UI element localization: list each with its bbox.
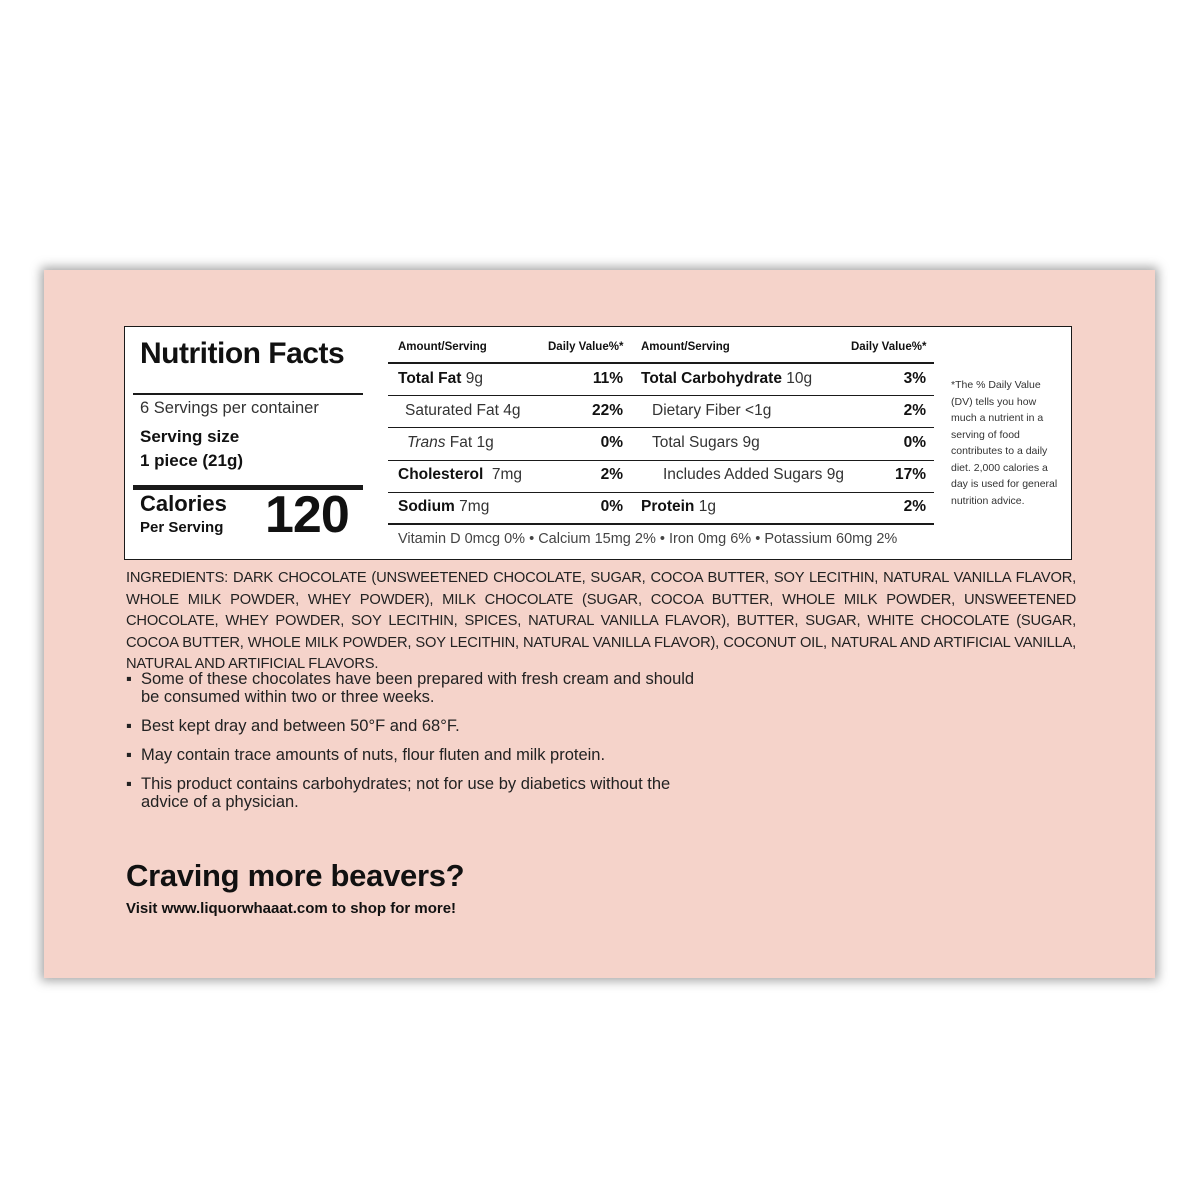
- table-divider: [388, 362, 934, 364]
- dv-added-sugars: 17%: [894, 466, 926, 483]
- dv-total-carbohydrate: 3%: [903, 370, 926, 387]
- calories-value: 120: [265, 486, 349, 544]
- nutrient-cholesterol: Cholesterol 7mg: [398, 466, 523, 483]
- notes-list: [126, 670, 706, 822]
- nutrient-sodium: Sodium 7mg: [398, 498, 490, 515]
- daily-value-footnote: *The % Daily Value (DV) tells you how much a nutrient in a serving of food contributes to a daily diet. 2,000 calories a day is used for general nutrition advice.: [951, 379, 1058, 507]
- table-divider: [388, 427, 934, 428]
- bullet-icon: ▪: [126, 717, 132, 735]
- nutrient-saturated-fat: Saturated Fat 4g: [405, 402, 521, 419]
- vitamins-minerals: Vitamin D 0mcg 0% • Calcium 15mg 2% • Iron 0mg 6% • Potassium 60mg 2%: [398, 531, 898, 547]
- serving-size-value: 1 piece (21g): [140, 451, 243, 470]
- bullet-icon: ▪: [126, 775, 132, 793]
- dv-protein: 2%: [903, 498, 926, 515]
- table-divider: [388, 492, 934, 493]
- dv-total-sugars: 0%: [903, 434, 926, 451]
- servings-per-container: 6 Servings per container: [140, 399, 319, 417]
- calories-label: Calories: [140, 491, 227, 516]
- nutrition-facts-title: Nutrition Facts: [140, 337, 345, 370]
- dv-sodium: 0%: [600, 498, 623, 515]
- serving-size-label: Serving size: [140, 427, 240, 446]
- dv-dietary-fiber: 2%: [903, 402, 926, 419]
- bullet-icon: ▪: [126, 670, 132, 688]
- nutrient-total-fat: Total Fat 9g: [398, 370, 483, 387]
- bullet-icon: ▪: [126, 746, 132, 764]
- label-card: [44, 270, 1155, 978]
- amount-serving-header-2: Amount/Serving: [641, 341, 730, 353]
- daily-value-header-2: Daily Value%*: [851, 341, 927, 353]
- cta-subline[interactable]: Visit www.liquorwhaaat.com to shop for more!: [126, 900, 457, 917]
- nutrient-dietary-fiber: Dietary Fiber <1g: [652, 402, 772, 419]
- calories-per-serving-label: Per Serving: [140, 519, 224, 536]
- dv-trans-fat: 0%: [600, 434, 623, 451]
- table-divider: [388, 395, 934, 396]
- list-item: ▪ Some of these chocolates have been prepared with fresh cream and should be consumed within two or three weeks.: [126, 670, 695, 706]
- dv-total-fat: 11%: [592, 370, 623, 387]
- nutrition-facts-panel: [124, 326, 1072, 560]
- table-divider: [388, 460, 934, 461]
- serving-size: [140, 425, 243, 473]
- dv-cholesterol: 2%: [600, 466, 623, 483]
- table-divider: [388, 523, 934, 525]
- nutrient-total-sugars: Total Sugars 9g: [652, 434, 760, 451]
- list-item: ▪ This product contains carbohydrates; not for use by diabetics without the advice of a physician.: [126, 775, 671, 811]
- nutrient-protein: Protein 1g: [641, 498, 716, 515]
- ingredients-list: INGREDIENTS: DARK CHOCOLATE (UNSWEETENED CHOCOLATE, SUGAR, COCOA BUTTER, SOY LECITHIN, NATURAL VANILLA FLAVOR, WHOLE MILK POWDER, WHEY POWDER), MILK CHOCOLATE (SUGAR, COCOA BUTTER, WHOLE MILK POWDER, UNSWEETENED CHOCOLATE, WHEY POWDER, SOY LECITHIN, SPICES, NATURAL VANILLA FLAVOR), BUTTER, SUGAR, WHITE CHOCOLATE (SUGAR, COCOA BUTTER, WHOLE MILK POWDER, SOY LECITHIN, NATURAL VANILLA FLAVOR), COCONUT OIL, NATURAL AND ARTIFICIAL VANILLA, NATURAL AND ARTIFICIAL FLAVORS.: [126, 570, 1076, 672]
- divider: [133, 393, 363, 395]
- cta-headline: Craving more beavers?: [126, 858, 465, 893]
- daily-value-header: Daily Value%*: [548, 341, 624, 353]
- list-item: ▪ Best kept dray and between 50°F and 68°F.: [126, 717, 460, 735]
- nutrient-added-sugars: Includes Added Sugars 9g: [663, 466, 844, 483]
- nutrient-total-carbohydrate: Total Carbohydrate 10g: [641, 370, 813, 387]
- list-item: ▪ May contain trace amounts of nuts, flour fluten and milk protein.: [126, 746, 606, 764]
- nutrient-trans-fat: Trans Fat 1g: [407, 434, 494, 451]
- dv-saturated-fat: 22%: [591, 402, 623, 419]
- amount-serving-header: Amount/Serving: [398, 341, 487, 353]
